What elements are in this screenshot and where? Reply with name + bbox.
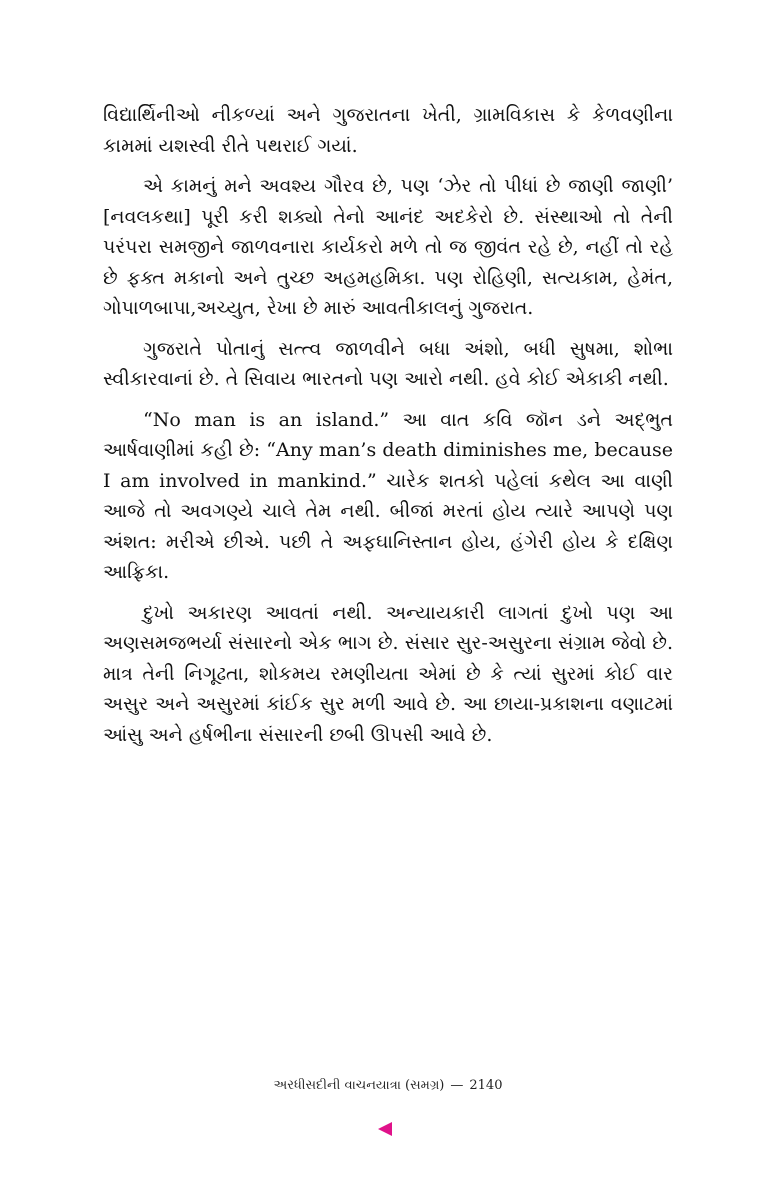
paragraph-2: એ કામનું મને અવશ્ય ગૌરવ છે, પણ ‘ઝેર તો પીધાં છે જાણી જાણી’ [નવલકથા] પૂરી કરી શક્યો તેનો આનંદ અદકેરો છે. સંસ્થાઓ તો તેની પરંપરા સમજીને જાળવનારા કાર્યકરો મળે તો જ જીવંત રહે છે, નહીં તો રહે છે ફક્ત મકાનો અને તુચ્છ અહમહમિકા. પણ રોહિણી, સત્યકામ, હેમંત, ગોપાળબાપા,અચ્યુત, રેખા છે મારું આવતીકાલનું ગુજરાત. bbox=[103, 175, 673, 319]
previous-page-icon[interactable] bbox=[378, 1122, 392, 1136]
paragraph-3: ગુજરાતે પોતાનું સત્ત્વ જાળવીને બધા અંશો, બધી સુષમા, શોભા સ્વીકારવાનાં છે. તે સિવાય ભારતનો પણ આરો નથી. હવે કોઈ એકાકી નથી. bbox=[103, 337, 673, 390]
paragraph-4: “No man is an island.” આ વાત કવિ જૉન ડને અદ્ભુત આર્ષવાણીમાં કહી છે: “Any man’s death diminishes me, because I am involved in mankind.” ચારેક શતકો પહેલાં કથેલ આ વાણી આજે તો અવગણ્યે ચાલે તેમ નથી. બીજાં મરતાં હોય ત્યારે આપણે પણ અંશત: મરીએ છીએ. પછી તે અફઘાનિસ્તાન હોય, હંગેરી હોય કે દક્ષિણ આફ્રિકા. bbox=[103, 408, 673, 583]
book-title: અરધીસદીની વાચનયાત્રા (સમગ્ર) bbox=[273, 1078, 445, 1093]
paragraph-1: વિદ્યાર્થિનીઓ નીકળ્યાં અને ગુજરાતના ખેતી, ગ્રામવિકાસ કે કેળવણીના કામમાં યશસ્વી રીતે પથરાઈ ગયાં. bbox=[103, 104, 673, 157]
footer-separator: — bbox=[450, 1078, 464, 1093]
page-number: 2140 bbox=[469, 1078, 503, 1093]
paragraph-5: દુખો અકારણ આવતાં નથી. અન્યાયકારી લાગતાં દુખો પણ આ અણસમજભર્યા સંસારનો એક ભાગ છે. સંસાર સુર-અસુરના સંગ્રામ જેવો છે. માત્ર તેની નિગૂઢતા, શોકમય રમણીયતા એમાં છે કે ત્યાં સુરમાં કોઈ વાર અસુર અને અસુરમાં કાંઈક સુર મળી આવે છે. આ છાયા-પ્રકાશના વણાટમાં આંસુ અને હર્ષભીના સંસારની છબી ઊપસી આવે છે. bbox=[103, 601, 673, 746]
body-text bbox=[103, 100, 673, 760]
page-footer bbox=[0, 1078, 776, 1093]
